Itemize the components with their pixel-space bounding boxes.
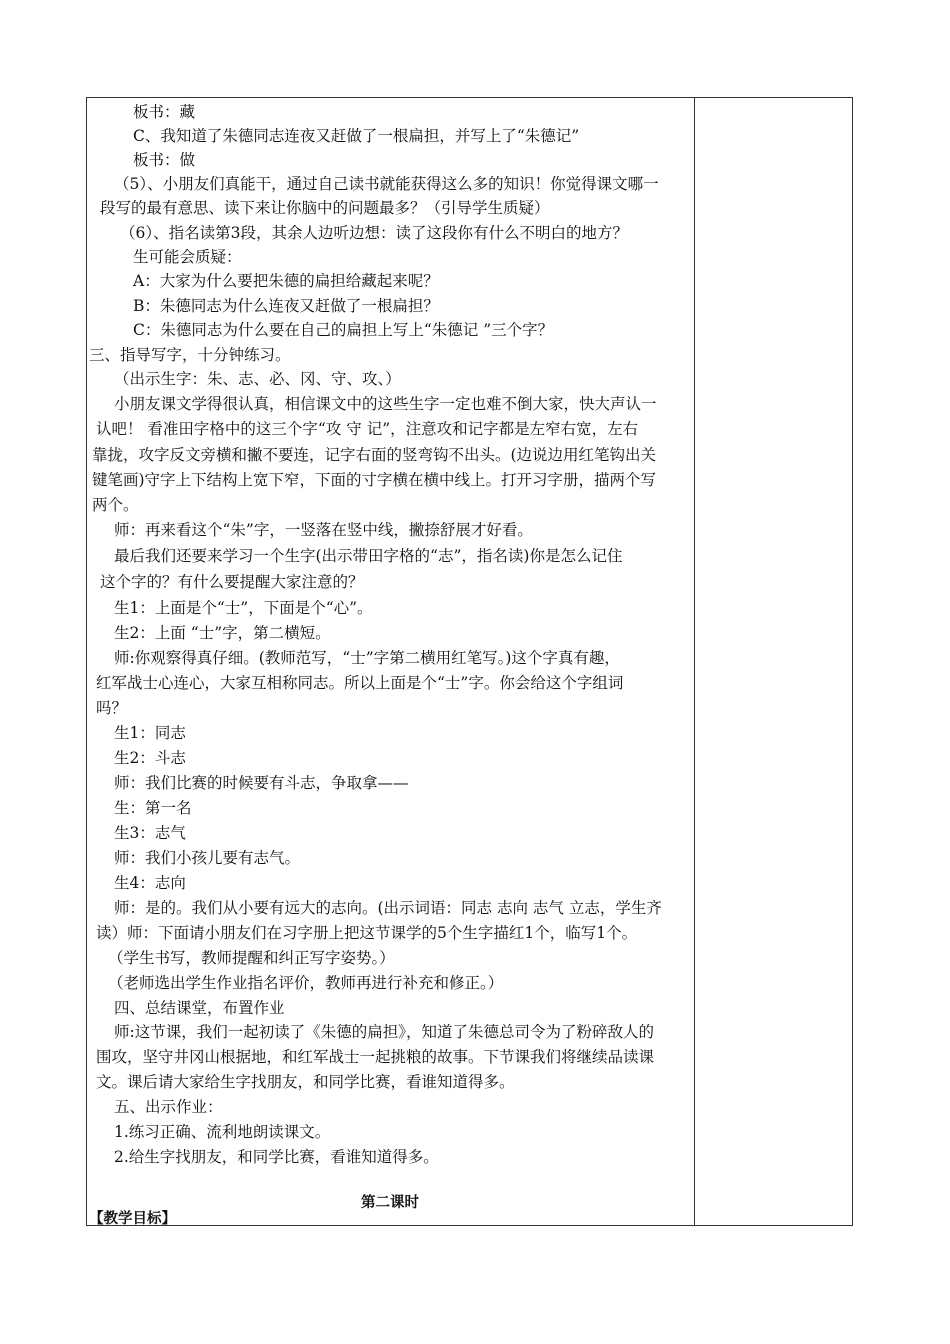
text-line: C、我知道了朱德同志连夜又赶做了一根扁担，并写上了“朱德记” — [133, 127, 580, 145]
objective-label: 【教学目标】 — [89, 1210, 176, 1227]
text-line: 读）师：下面请小朋友们在习字册上把这节课学的5个生字描红1个，临写1个。 — [96, 924, 638, 942]
text-line: 红军战士心连心，大家互相称同志。所以上面是个“士”字。你会给这个字组词 — [96, 674, 624, 692]
text-line: 师：我们小孩儿要有志气。 — [114, 849, 301, 867]
text-line: 段写的最有意思、读下来让你脑中的问题最多？（引导学生质疑） — [100, 199, 550, 217]
text-line: 生1：同志 — [114, 724, 186, 742]
text-line: 师：再来看这个“朱”字，一竖落在竖中线，撇捺舒展才好看。 — [114, 521, 533, 539]
section-heading: 第二课时 — [361, 1194, 419, 1211]
text-line: 生1：上面是个“士”，下面是个“心”。 — [114, 599, 373, 617]
text-line: 生：第一名 — [114, 799, 192, 817]
text-line: 板书：藏 — [133, 103, 196, 121]
text-line: C：朱德同志为什么要在自己的扁担上写上“朱德记 ”三个字？ — [133, 321, 554, 339]
text-line: 五、出示作业： — [114, 1098, 223, 1116]
text-line: （5）、小朋友们真能干，通过自己读书就能获得这么多的知识！你觉得课文哪一 — [114, 175, 659, 193]
text-line: 师：是的。我们从小要有远大的志向。(出示词语：同志 志向 志气 立志，学生齐 — [114, 899, 662, 917]
text-line: （出示生字：朱、志、必、冈、守、攻、） — [114, 370, 401, 388]
text-line: （老师选出学生作业指名评价，教师再进行补充和修正。） — [108, 974, 504, 992]
text-line: 生3：志气 — [114, 824, 186, 842]
text-line: 板书：做 — [133, 151, 196, 169]
text-line: 1.练习正确、流利地朗读课文。 — [114, 1123, 331, 1141]
text-line: 靠拢，攻字反文旁横和撇不要连，记字右面的竖弯钩不出头。(边说边用红笔钩出关 — [92, 446, 657, 464]
text-line: 两个。 — [92, 496, 139, 514]
text-line: 三、指导写字，十分钟练习。 — [89, 346, 291, 364]
text-line: 小朋友课文学得很认真，相信课文中的这些生字一定也难不倒大家，快大声认一 — [114, 395, 657, 413]
text-line: A：大家为什么要把朱德的扁担给藏起来呢？ — [133, 272, 439, 290]
text-line: 最后我们还要来学习一个生字(出示带田字格的“志”，指名读)你是怎么记住 — [114, 547, 623, 565]
text-line: 师:这节课，我们一起初读了《朱德的扁担》，知道了朱德总司令为了粉碎敌人的 — [114, 1023, 654, 1041]
text-line: 四、总结课堂，布置作业 — [114, 999, 285, 1017]
text-line: 文。课后请大家给生字找朋友，和同学比赛，看谁知道得多。 — [96, 1073, 515, 1091]
text-line: 吗？ — [96, 699, 128, 717]
text-line: （学生书写，教师提醒和纠正写字姿势。） — [108, 949, 395, 967]
text-line: 师:你观察得真仔细。(教师范写，“士”字第二横用红笔写。)这个字真有趣， — [114, 649, 620, 667]
text-line: 围攻，坚守井冈山根据地，和红军战士一起挑粮的故事。下节课我们将继续品读课 — [96, 1048, 655, 1066]
text-line: 生2：斗志 — [114, 749, 186, 767]
notes-column-cell — [695, 98, 852, 1225]
text-line: 这个字的？有什么要提醒大家注意的？ — [100, 573, 364, 591]
text-line: 键笔画)守字上下结构上宽下窄，下面的寸字横在横中线上。打开习字册，描两个写 — [92, 471, 657, 489]
text-line: 生4：志向 — [114, 874, 186, 892]
text-line: 生2：上面 “士”字，第二横短。 — [114, 624, 331, 642]
text-line: B：朱德同志为什么连夜又赶做了一根扁担？ — [133, 297, 439, 315]
text-line: 师：我们比赛的时候要有斗志，争取拿—— — [114, 774, 409, 792]
text-line: 认吧！ 看准田字格中的这三个字“攻 守 记”，注意攻和记字都是左窄右宽，左右 — [96, 420, 639, 438]
text-line: 生可能会质疑： — [133, 248, 242, 266]
text-line: 2.给生字找朋友，和同学比赛，看谁知道得多。 — [114, 1148, 439, 1166]
text-line: （6）、指名读第3段，其余人边听边想：读了这段你有什么不明白的地方？ — [120, 224, 628, 242]
